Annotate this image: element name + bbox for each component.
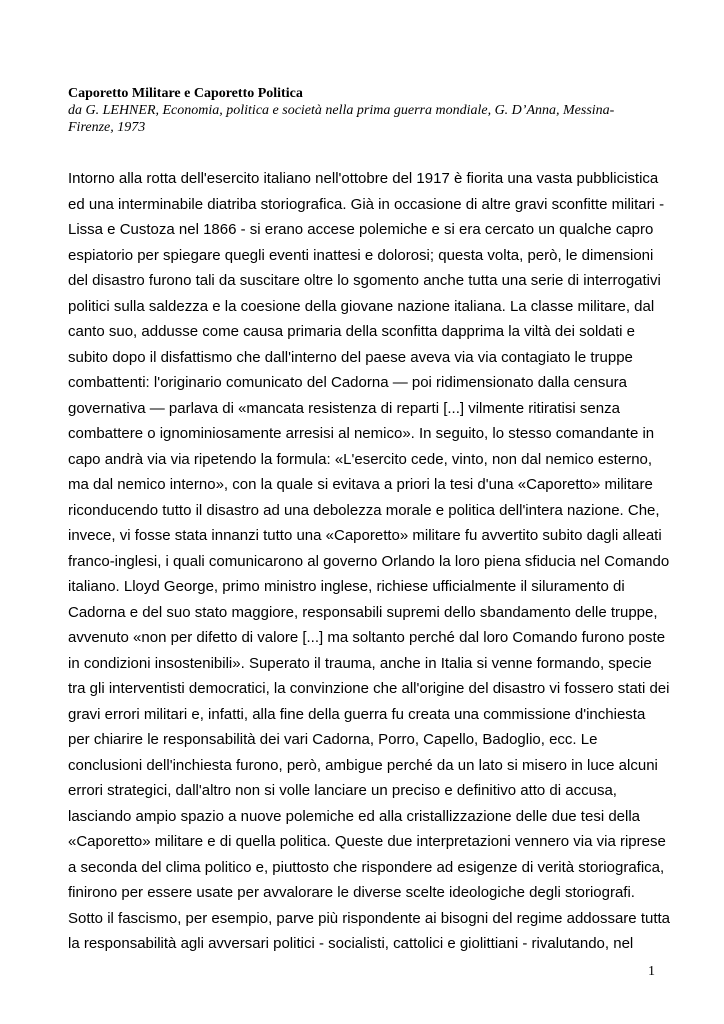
- body-line: ed una interminabile diatriba storiografica. Già in occasione di altre gravi sconfitte militari -: [68, 195, 665, 213]
- source-line: da G. LEHNER, Economia, politica e società nella prima guerra mondiale, G. D’Anna, Messina-: [68, 103, 615, 118]
- body-line: avvenuto «non per difetto di valore [...] ma soltanto perché dal loro Comando furono poste: [68, 629, 666, 646]
- body-line: lasciando ampio spazio a nuove polemiche ed alla cristallizzazione delle due tesi della: [68, 807, 641, 825]
- body-line: tra gli interventisti democratici, la convinzione che all'origine del disastro vi fossero stati dei: [68, 680, 670, 697]
- body-text: [68, 166, 668, 957]
- body-line: canto suo, addusse come causa primaria della sconfitta dapprima la viltà dei soldati e: [68, 323, 635, 340]
- body-line: invece, vi fosse stata innanzi tutto una «Caporetto» militare fu avvertito subito dagli alleati: [68, 527, 662, 544]
- body-line: per chiarire le responsabilità dei vari Cadorna, Porro, Capello, Badoglio, ecc. Le: [68, 731, 598, 748]
- body-line: ma dal nemico interno», con la quale si evitava a priori la tesi d'una «Caporetto» militare: [68, 476, 653, 493]
- body-line: gravi errori militari e, infatti, alla fine della guerra fu creata una commissione d'inchiesta: [68, 705, 646, 723]
- body-line: subito dopo il disfattismo che dall'interno del paese aveva via via contagiato le truppe: [68, 348, 633, 366]
- document-title: Caporetto Militare e Caporetto Politica: [68, 86, 303, 101]
- source-citation: [68, 102, 668, 136]
- body-line: governativa — parlava di «mancata resistenza di reparti [...] vilmente ritiratisi senza: [68, 399, 620, 417]
- document-heading: [68, 85, 668, 136]
- body-line: Lissa e Custoza nel 1866 - si erano accese polemiche e si era cercato un qualche capro: [68, 221, 654, 238]
- body-line: Sotto il fascismo, per esempio, parve più rispondente ai bisogni del regime addossare tutta: [68, 909, 670, 927]
- body-line: italiano. Lloyd George, primo ministro inglese, richiese ufficialmente il siluramento di: [68, 578, 625, 595]
- body-line: del disastro furono tali da suscitare oltre lo sgomento anche tutta una serie di interrogativi: [68, 272, 661, 289]
- body-line: finirono per essere usate per avvalorare le diverse scelte ideologiche degli storiografi.: [68, 884, 635, 901]
- body-line: combattenti: l'originario comunicato del Cadorna — poi ridimensionato dalla censura: [68, 374, 627, 391]
- body-line: conclusioni dell'inchiesta furono, però, ambigue perché da un lato si misero in luce alcuni: [68, 756, 658, 774]
- body-line: espiatorio per spiegare quegli eventi inattesi e dolorosi; questa volta, però, le dimensioni: [68, 246, 654, 264]
- body-line: a seconda del clima politico e, piuttosto che rispondere ad esigenze di verità storiografica,: [68, 858, 665, 876]
- page-number: 1: [648, 964, 655, 979]
- body-line: Cadorna e del suo stato maggiore, responsabili supremi dello sbandamento delle truppe,: [68, 603, 658, 621]
- body-line: Intorno alla rotta dell'esercito italiano nell'ottobre del 1917 è fiorita una vasta pubblicistica: [68, 170, 659, 187]
- body-line: la responsabilità agli avversari politici - socialisti, cattolici e giolittiani - rivalutando, nel: [68, 935, 634, 952]
- body-line: in condizioni insostenibili». Superato il trauma, anche in Italia si venne formando, specie: [68, 654, 652, 672]
- body-line: capo andrà via via ripetendo la formula: «L'esercito cede, vinto, non dal nemico esterno,: [68, 450, 653, 468]
- body-line: franco-inglesi, i quali comunicarono al governo Orlando la loro piena sfiducia nel Comando: [68, 552, 670, 570]
- body-line: «Caporetto» militare e di quella politica. Queste due interpretazioni vennero via via riprese: [68, 833, 666, 850]
- body-line: errori strategici, dall'altro non si volle lanciare un preciso e definitivo atto di accusa,: [68, 782, 617, 799]
- body-line: politici sulla saldezza e la coesione della giovane nazione italiana. La classe militare, dal: [68, 297, 655, 315]
- body-line: riconducendo tutto il disastro ad una debolezza morale e politica dell'intera nazione. Che,: [68, 501, 660, 519]
- source-line: Firenze, 1973: [68, 120, 146, 135]
- body-line: combattere o ignominiosamente arresisi al nemico». In seguito, lo stesso comandante in: [68, 425, 655, 442]
